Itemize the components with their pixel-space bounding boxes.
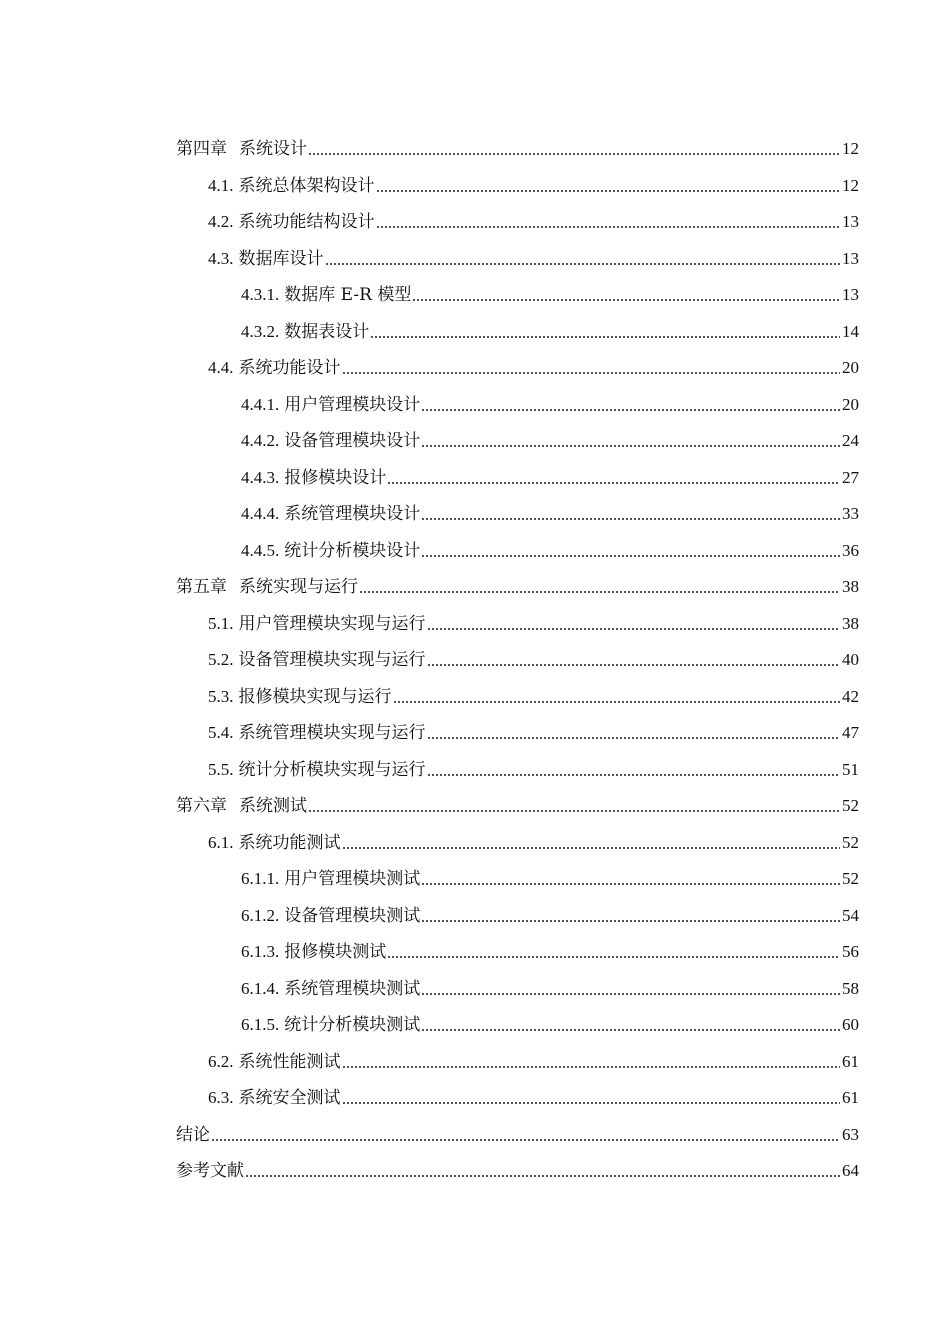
toc-entry[interactable] (0, 1044, 950, 1081)
toc-entry-number: 6.3. (208, 1088, 234, 1108)
dot-leader (325, 263, 841, 265)
toc-entry-page-number: 52 (842, 796, 859, 816)
toc-entry[interactable] (0, 1117, 950, 1154)
toc-entry-number: 5.2. (208, 650, 234, 670)
toc-entry-page-number: 63 (842, 1124, 859, 1144)
toc-entry-page-number: 52 (842, 869, 859, 889)
dot-leader (342, 1102, 841, 1104)
toc-entry[interactable] (0, 168, 950, 205)
toc-entry-page-number: 61 (842, 1051, 859, 1071)
dot-leader (427, 737, 841, 739)
toc-entry-title: 系统性能测试 (238, 1051, 341, 1072)
toc-entry-title: 系统功能结构设计 (238, 212, 375, 233)
toc-entry-page-number: 12 (842, 175, 859, 195)
toc-entry-title: 系统实现与运行 (239, 577, 358, 598)
toc-entry[interactable] (0, 1080, 950, 1117)
toc-entry-page-number: 13 (842, 212, 859, 232)
toc-entry-number: 5.1. (208, 613, 234, 633)
toc-entry-number: 6.1. (208, 832, 234, 852)
toc-entry-title: 参考文献 (176, 1161, 244, 1182)
toc-entry-title: 统计分析模块实现与运行 (238, 759, 426, 780)
toc-entry-page-number: 27 (842, 467, 859, 487)
toc-entry[interactable] (0, 1153, 950, 1190)
toc-entry-title: 报修模块实现与运行 (238, 686, 392, 707)
toc-entry-number: 4.3.2. (241, 321, 280, 341)
toc-entry[interactable] (0, 825, 950, 862)
toc-entry-title: 系统管理模块设计 (284, 504, 421, 525)
toc-entry-title: 系统管理模块测试 (284, 978, 421, 999)
dot-leader (359, 591, 840, 593)
toc-entry-title: 系统功能测试 (238, 832, 341, 853)
toc-entry-page-number: 20 (842, 358, 859, 378)
toc-entry-title: 系统设计 (239, 139, 307, 160)
toc-entry-title: 数据库 E-R 模型 (284, 285, 412, 306)
toc-entry[interactable] (0, 314, 950, 351)
dot-leader (421, 920, 840, 922)
dot-leader (370, 336, 840, 338)
dot-leader (412, 299, 840, 301)
toc-entry-page-number: 64 (842, 1161, 859, 1181)
toc-entry-title: 报修模块设计 (284, 467, 387, 488)
dot-leader (421, 409, 840, 411)
table-of-contents (0, 131, 950, 1190)
toc-entry-number: 6.1.1. (241, 869, 280, 889)
toc-entry-number: 4.4.2. (241, 431, 280, 451)
toc-entry[interactable] (0, 496, 950, 533)
toc-entry-number: 4.3. (208, 248, 234, 268)
dot-leader (342, 1066, 841, 1068)
toc-entry-page-number: 61 (842, 1088, 859, 1108)
toc-entry-number: 第五章 (176, 577, 227, 597)
toc-entry-page-number: 47 (842, 723, 859, 743)
toc-entry-title: 系统安全测试 (238, 1088, 341, 1109)
dot-leader (421, 555, 840, 557)
dot-leader (245, 1175, 840, 1177)
toc-entry-number: 4.3.1. (241, 285, 280, 305)
toc-entry[interactable] (0, 752, 950, 789)
toc-entry[interactable] (0, 679, 950, 716)
toc-entry[interactable] (0, 788, 950, 825)
dot-leader (421, 445, 840, 447)
toc-entry-title: 用户管理模块设计 (284, 394, 421, 415)
toc-entry[interactable] (0, 898, 950, 935)
toc-entry-number: 5.5. (208, 759, 234, 779)
toc-entry-page-number: 14 (842, 321, 859, 341)
dot-leader (387, 482, 840, 484)
toc-entry[interactable] (0, 606, 950, 643)
toc-entry-title: 数据库设计 (238, 248, 324, 269)
toc-entry-title: 系统管理模块实现与运行 (238, 723, 426, 744)
toc-entry-page-number: 56 (842, 942, 859, 962)
toc-entry[interactable] (0, 241, 950, 278)
toc-entry[interactable] (0, 204, 950, 241)
toc-entry[interactable] (0, 387, 950, 424)
toc-entry-number: 4.1. (208, 175, 234, 195)
toc-entry-title: 结论 (176, 1124, 210, 1145)
toc-entry[interactable] (0, 277, 950, 314)
toc-entry-title: 系统功能设计 (238, 358, 341, 379)
dot-leader (387, 956, 840, 958)
toc-entry-title: 报修模块测试 (284, 942, 387, 963)
dot-leader (308, 810, 840, 812)
toc-entry-page-number: 54 (842, 905, 859, 925)
toc-entry-title: 设备管理模块测试 (284, 905, 421, 926)
toc-entry[interactable] (0, 569, 950, 606)
dot-leader (421, 1029, 840, 1031)
toc-entry-number: 第四章 (176, 139, 227, 159)
toc-entry-number: 4.2. (208, 212, 234, 232)
toc-entry-page-number: 52 (842, 832, 859, 852)
toc-entry-page-number: 58 (842, 978, 859, 998)
toc-entry-number: 4.4.1. (241, 394, 280, 414)
toc-entry-title: 统计分析模块测试 (284, 1015, 421, 1036)
dot-leader (421, 883, 840, 885)
toc-entry-page-number: 24 (842, 431, 859, 451)
toc-entry-title: 设备管理模块实现与运行 (238, 650, 426, 671)
toc-entry[interactable] (0, 423, 950, 460)
toc-entry[interactable] (0, 934, 950, 971)
toc-entry-page-number: 13 (842, 285, 859, 305)
toc-entry-title: 数据表设计 (284, 321, 370, 342)
toc-entry-number: 6.1.2. (241, 905, 280, 925)
toc-entry-title: 设备管理模块设计 (284, 431, 421, 452)
toc-entry[interactable] (0, 533, 950, 570)
toc-entry-number: 4.4.5. (241, 540, 280, 560)
toc-entry-number: 5.3. (208, 686, 234, 706)
toc-entry-page-number: 20 (842, 394, 859, 414)
toc-entry-title: 用户管理模块测试 (284, 869, 421, 890)
toc-entry-page-number: 36 (842, 540, 859, 560)
toc-entry[interactable] (0, 715, 950, 752)
toc-entry-number: 6.1.5. (241, 1015, 280, 1035)
dot-leader (342, 372, 841, 374)
toc-entry-title: 系统总体架构设计 (238, 175, 375, 196)
dot-leader (342, 847, 841, 849)
toc-entry[interactable] (0, 971, 950, 1008)
toc-entry-title: 统计分析模块设计 (284, 540, 421, 561)
toc-entry-page-number: 40 (842, 650, 859, 670)
dot-leader (427, 664, 841, 666)
toc-entry-number: 6.1.4. (241, 978, 280, 998)
toc-entry-page-number: 42 (842, 686, 859, 706)
toc-entry-number: 第六章 (176, 796, 227, 816)
dot-leader (421, 993, 840, 995)
toc-entry-page-number: 12 (842, 139, 859, 159)
toc-entry-number: 4.4. (208, 358, 234, 378)
toc-entry[interactable] (0, 131, 950, 168)
toc-entry-page-number: 38 (842, 577, 859, 597)
dot-leader (308, 153, 840, 155)
toc-entry-title: 系统测试 (239, 796, 307, 817)
dot-leader (427, 774, 841, 776)
toc-entry-page-number: 51 (842, 759, 859, 779)
toc-entry-title: 用户管理模块实现与运行 (238, 613, 426, 634)
toc-entry-page-number: 38 (842, 613, 859, 633)
dot-leader (393, 701, 841, 703)
toc-entry-number: 6.2. (208, 1051, 234, 1071)
toc-entry-number: 5.4. (208, 723, 234, 743)
toc-entry-page-number: 13 (842, 248, 859, 268)
dot-leader (376, 226, 841, 228)
toc-entry[interactable] (0, 350, 950, 387)
toc-entry-number: 4.4.3. (241, 467, 280, 487)
toc-entry-page-number: 60 (842, 1015, 859, 1035)
toc-entry-number: 6.1.3. (241, 942, 280, 962)
toc-entry[interactable] (0, 1007, 950, 1044)
dot-leader (376, 190, 841, 192)
dot-leader (427, 628, 841, 630)
toc-entry[interactable] (0, 642, 950, 679)
toc-entry-number: 4.4.4. (241, 504, 280, 524)
toc-entry-page-number: 33 (842, 504, 859, 524)
toc-entry[interactable] (0, 861, 950, 898)
dot-leader (211, 1139, 840, 1141)
dot-leader (421, 518, 840, 520)
toc-entry[interactable] (0, 460, 950, 497)
